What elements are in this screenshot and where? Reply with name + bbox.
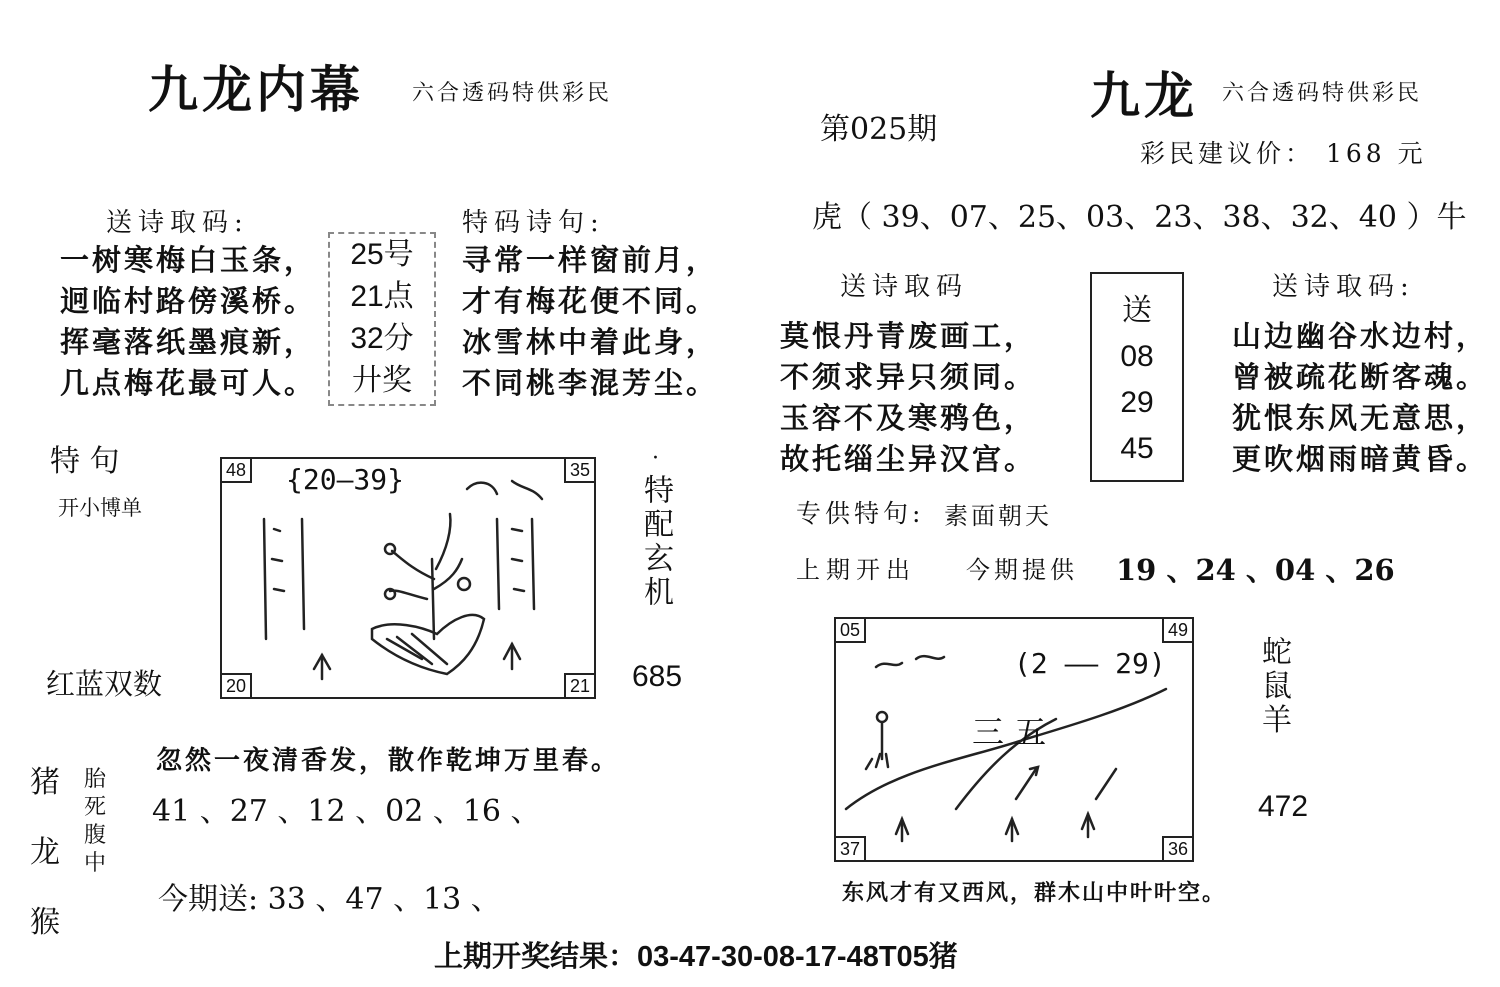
poem-line: 更吹烟雨暗黄昏。 bbox=[1232, 442, 1489, 476]
animal-char: 羊 bbox=[1262, 703, 1292, 738]
right-range-text: (2 —— 29) bbox=[1014, 647, 1166, 680]
poem-line: 曾被疏花断客魂。 bbox=[1232, 360, 1489, 394]
left-range-text: {20—39} bbox=[286, 463, 405, 496]
box-line: 25号 bbox=[350, 238, 414, 271]
left-sketch-drawing bbox=[222, 459, 594, 697]
corner-number: 37 bbox=[834, 836, 866, 862]
right-send-poem-heading-right: 送诗取码: bbox=[1272, 272, 1415, 302]
corner-number: 35 bbox=[564, 457, 596, 483]
animal-char: 猪 bbox=[30, 765, 60, 800]
today-send: 今期送: 33 、47 、13 、 bbox=[158, 882, 501, 917]
special-sentence-text: 开小博单 bbox=[58, 497, 142, 520]
box-line: 送 bbox=[1122, 294, 1152, 327]
box-line: 29 bbox=[1120, 386, 1154, 419]
this-issue-numbers: 19 、24 、04 、26 bbox=[1116, 553, 1395, 587]
corner-number: 05 bbox=[834, 617, 866, 643]
left-special-poem bbox=[462, 240, 718, 404]
poem-line: 挥毫落纸墨痕新， bbox=[60, 325, 317, 359]
left-hint-picture bbox=[220, 457, 596, 699]
animal-char: 猴 bbox=[30, 905, 60, 940]
issue-number: 第025期 bbox=[820, 112, 938, 147]
price-text: 彩民建议价： 168 元 bbox=[1140, 139, 1427, 168]
last-result: 上期开奖结果：03-47-30-08-17-48T05猪 bbox=[434, 941, 958, 973]
animal-char: 龙 bbox=[30, 835, 60, 870]
right-title: 九龙 bbox=[1090, 66, 1198, 125]
box-line: 廾奖 bbox=[352, 364, 412, 397]
left-side-number: 685 bbox=[632, 660, 683, 693]
poem-line: 玉容不及寒鸦色， bbox=[780, 401, 1037, 435]
poem-line: 犹恨东风无意思， bbox=[1232, 401, 1489, 435]
tiger-ox-line: 虎（ 39、07、25、03、23、38、32、40 ）牛 bbox=[812, 200, 1467, 235]
special-sentence-label: 特 句 bbox=[50, 444, 120, 479]
left-numbers-line: 41 、27 、12 、02 、16 、 bbox=[152, 794, 541, 829]
small-char: 腹 bbox=[84, 823, 107, 848]
corner-number: 21 bbox=[564, 673, 596, 699]
left-send-poem-heading: 送诗取码: bbox=[106, 208, 249, 238]
side-dot: · bbox=[652, 446, 659, 471]
box-line: 32分 bbox=[350, 322, 414, 355]
box-line: 45 bbox=[1120, 432, 1154, 465]
poem-line: 一树寒梅白玉条， bbox=[60, 243, 317, 277]
poem-line: 不同桃李混芳尘。 bbox=[462, 366, 719, 400]
corner-number: 49 bbox=[1162, 617, 1194, 643]
last-issue-label: 上期开出 bbox=[796, 556, 916, 584]
right-number-box bbox=[1090, 272, 1184, 482]
right-char-text: 三 五 bbox=[972, 713, 1047, 751]
side-vertical-text: 特配玄机 bbox=[638, 474, 673, 610]
small-char: 死 bbox=[84, 795, 107, 820]
corner-number: 48 bbox=[220, 457, 252, 483]
right-poem-left bbox=[780, 316, 1036, 480]
poem-line: 莫恨丹青废画工， bbox=[780, 319, 1037, 353]
right-side-animals bbox=[1262, 636, 1292, 738]
corner-number: 20 bbox=[220, 673, 252, 699]
poem-line: 迥临村路傍溪桥。 bbox=[60, 284, 317, 318]
poem-line: 不须求异只须同。 bbox=[780, 360, 1037, 394]
right-poem-single: 东风才有又西风，群木山中叶叶空。 bbox=[842, 880, 1227, 906]
right-special-text: 素面朝天 bbox=[944, 502, 1052, 530]
red-blue-label: 红蓝双数 bbox=[46, 669, 163, 701]
animal-char: 鼠 bbox=[1262, 669, 1292, 704]
small-char: 胎 bbox=[84, 767, 107, 792]
box-line: 21点 bbox=[350, 280, 414, 313]
left-title: 九龙内幕 bbox=[148, 60, 364, 119]
small-vertical bbox=[84, 766, 106, 878]
right-send-poem-heading-left: 送诗取码 bbox=[840, 272, 969, 302]
right-special-label: 专供特句: bbox=[796, 499, 925, 528]
right-side-number: 472 bbox=[1258, 790, 1309, 823]
left-special-poem-heading: 特码诗句: bbox=[462, 208, 605, 238]
right-subtitle: 六合透码特供彩民 bbox=[1222, 81, 1423, 106]
box-line: 08 bbox=[1120, 340, 1154, 373]
poem-line: 才有梅花便不同。 bbox=[462, 284, 719, 318]
poem-line: 冰雪林中着此身， bbox=[462, 325, 719, 359]
corner-number: 36 bbox=[1162, 836, 1194, 862]
left-send-poem bbox=[60, 240, 316, 404]
poem-line: 山边幽谷水边村， bbox=[1232, 319, 1489, 353]
poem-line: 几点梅花最可人。 bbox=[60, 366, 317, 400]
left-number-box bbox=[328, 232, 436, 406]
poem-line: 寻常一样窗前月， bbox=[462, 243, 719, 277]
poem-line: 故托缁尘异汉宫。 bbox=[780, 442, 1037, 476]
left-poem-single: 忽然一夜清香发，散作乾坤万里春。 bbox=[156, 746, 621, 776]
right-poem-right bbox=[1232, 316, 1488, 480]
animals-vertical bbox=[30, 748, 60, 958]
this-issue-label: 今期提供 bbox=[966, 556, 1078, 584]
right-hint-picture bbox=[834, 617, 1194, 862]
left-subtitle: 六合透码特供彩民 bbox=[412, 81, 613, 106]
small-char: 中 bbox=[84, 851, 107, 876]
animal-char: 蛇 bbox=[1262, 635, 1292, 670]
